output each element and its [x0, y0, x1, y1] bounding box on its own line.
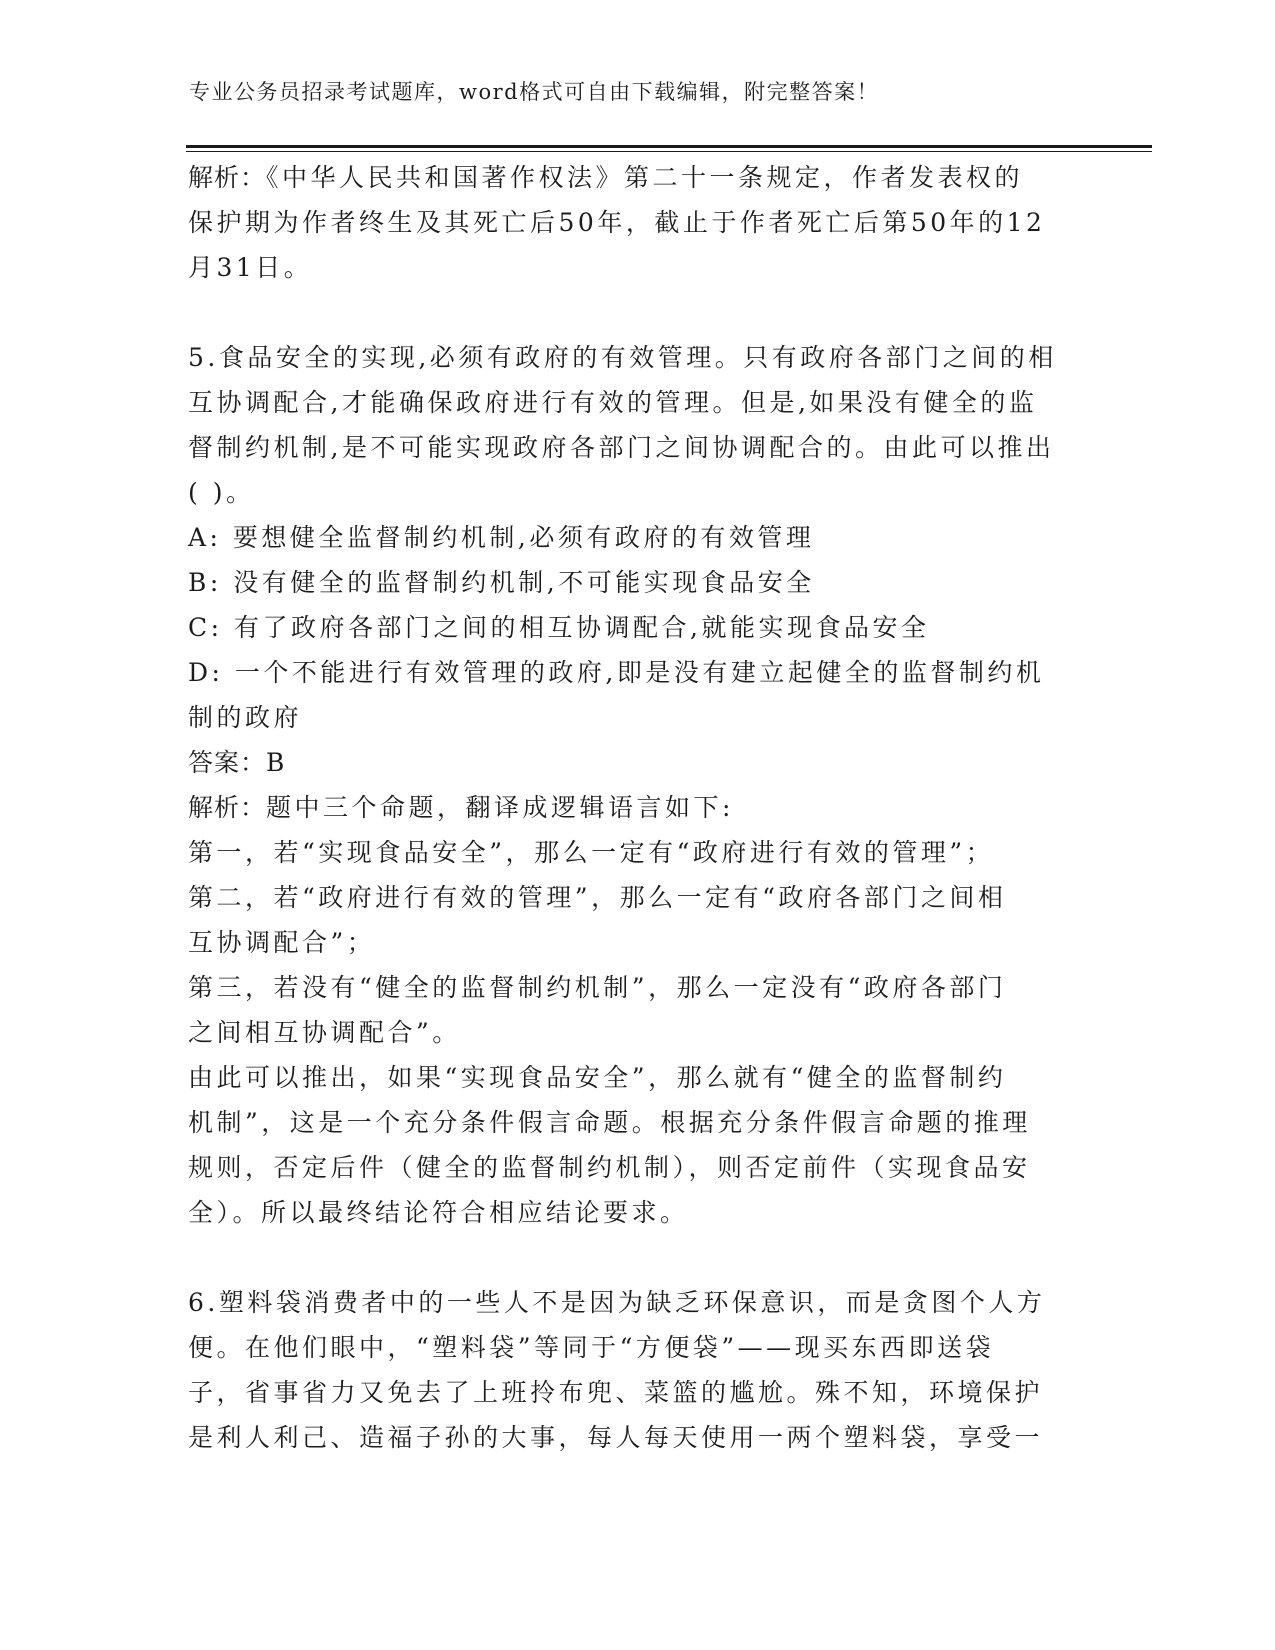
answer-label: 答案：: [188, 748, 267, 777]
q5-analysis-line: 规则，否定后件（健全的监督制约机制），则否定前件（实现食品安: [188, 1153, 1031, 1182]
q5-stem-line: 5.食品安全的实现,必须有政府的有效管理。只有政府各部门之间的相: [188, 343, 1057, 372]
q5-stem-line: ( )。: [188, 478, 255, 507]
q5-stem-line: 互协调配合,才能确保政府进行有效的管理。但是,如果没有健全的监: [188, 388, 1038, 417]
q5-analysis-line: 第二，若“政府进行有效的管理”，那么一定有“政府各部门之间相: [188, 883, 1007, 912]
prev-analysis-line: 解析：《中华人民共和国著作权法》第二十一条规定，作者发表权的: [188, 163, 1024, 192]
document-body: [188, 155, 1088, 1460]
header-rule-thin: [186, 151, 1152, 152]
q5-option-b: B: 没有健全的监督制约机制,不可能实现食品安全: [188, 568, 815, 597]
q5-option-d-continued: 制的政府: [188, 703, 303, 732]
page-header: 专业公务员招录考试题库，word格式可自由下载编辑，附完整答案！: [189, 80, 880, 104]
q5-option-d: D: 一个不能进行有效管理的政府,即是没有建立起健全的监督制约机: [188, 658, 1045, 687]
paragraph-gap: [188, 290, 1088, 335]
q6-stem-line: 6.塑料袋消费者中的一些人不是因为缺乏环保意识，而是贪图个人方: [188, 1288, 1046, 1317]
analysis-label: 解析：: [188, 793, 267, 822]
answer-value: B: [266, 748, 288, 777]
q5-option-c: C: 有了政府各部门之间的相互协调配合,就能实现食品安全: [188, 613, 930, 642]
header-rule-thick: [186, 145, 1152, 148]
q5-analysis-line: 由此可以推出，如果“实现食品安全”，那么就有“健全的监督制约: [188, 1063, 1007, 1092]
q5-option-a: A: 要想健全监督制约机制,必须有政府的有效管理: [188, 523, 815, 552]
q5-analysis-line: 第三，若没有“健全的监督制约机制”，那么一定没有“政府各部门: [188, 973, 1007, 1002]
q5-answer-line: [188, 740, 1088, 785]
q6-stem-line: 是利人利己、造福子孙的大事，每人每天使用一两个塑料袋，享受一: [188, 1423, 1044, 1452]
paragraph-gap: [188, 1235, 1088, 1280]
q5-analysis-line: 第一，若“实现食品安全”，那么一定有“政府进行有效的管理”；: [188, 838, 995, 867]
q5-analysis-line: 机制”，这是一个充分条件假言命题。根据充分条件假言命题的推理: [188, 1108, 1031, 1137]
q5-stem-line: 督制约机制,是不可能实现政府各部门之间协调配合的。由此可以推出: [188, 433, 1055, 462]
q5-analysis-line: 互协调配合”；: [188, 928, 376, 957]
q6-stem-line: 便。在他们眼中，“塑料袋”等同于“方便袋”——现买东西即送袋: [188, 1333, 995, 1362]
q5-analysis-line: 全）。所以最终结论符合相应结论要求。: [188, 1198, 689, 1227]
analysis-label: 解析：: [188, 163, 267, 192]
prev-analysis-line: 保护期为作者终生及其死亡后50年，截止于作者死亡后第50年的12: [188, 208, 1046, 237]
q6-stem-line: 子，省事省力又免去了上班拎布兜、菜篮的尴尬。殊不知，环境保护: [188, 1378, 1044, 1407]
prev-analysis-line: 月31日。: [188, 253, 313, 282]
q5-analysis-line: 之间相互协调配合”。: [188, 1018, 461, 1047]
q5-analysis-line: 解析：题中三个命题，翻译成逻辑语言如下:: [188, 793, 734, 822]
